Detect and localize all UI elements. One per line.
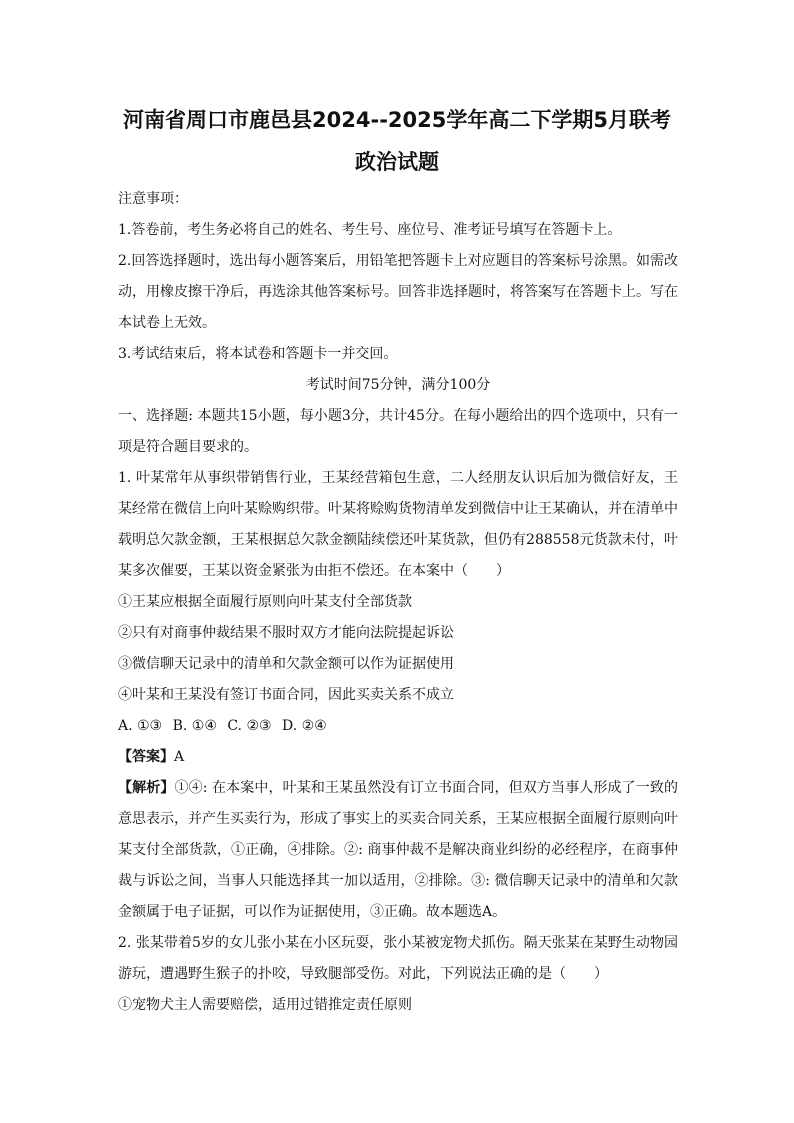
question-1-statement-3: ③微信聊天记录中的清单和欠款金额可以作为证据使用 (118, 656, 454, 672)
analysis-text: ①④: 在本案中，叶某和王某虽然没有订立书面合同，但双方当事人形成了一致的意思表示，并产生买卖行为，形成了事实上的买卖合同关系，王某应根据全面履行原则向叶某支付全部货款，①正确，④排除。②: 商事仲裁不是解决商业纠纷的必经程序，在商事仲裁与诉讼之间，当事人只能选择其一加以适用，②排除。③: 微信聊天记录中的清单和欠款金额属于电子证据，可以作为证据使用，③正确。故本题选A。 (118, 780, 678, 920)
exam-info: 考试时间75分钟，满分100分 (305, 377, 491, 393)
question-1-analysis (118, 773, 678, 928)
option-d: D. ②④ (282, 718, 327, 734)
question-1-statement-2: ②只有对商事仲裁结果不服时双方才能向法院提起诉讼 (118, 625, 454, 641)
exam-body (118, 184, 678, 1021)
answer-label: 【答案】 (118, 749, 174, 765)
option-c: C. ②③ (227, 718, 272, 734)
answer-value: A (174, 749, 185, 765)
notice-heading: 注意事项： (118, 191, 188, 207)
question-1-statement-1: ①王某应根据全面履行原则向叶某支付全部货款 (118, 594, 412, 610)
question-2-statement-1: ①宠物犬主人需要赔偿，适用过错推定责任原则 (118, 997, 412, 1013)
option-b: B. ①④ (172, 718, 217, 734)
question-1-stem: 1. 叶某常年从事织带销售行业，王某经营箱包生意，二人经朋友认识后加为微信好友，王某经常在微信上向叶某赊购织带。叶某将赊购货物清单发到微信中让王某确认，并在清单中载明总欠款金额，王某根据总欠款金额陆续偿还叶某货款，但仍有288558元货款未付，叶某多次催要，王某以资金紧张为由拒不偿还。在本案中（ ） (118, 470, 678, 579)
question-1-statement-4: ④叶某和王某没有签订书面合同，因此买卖关系不成立 (118, 687, 454, 703)
analysis-label: 【解析】 (118, 780, 175, 796)
question-1-options (118, 711, 678, 742)
question-2-stem: 2. 张某带着5岁的女儿张小某在小区玩耍，张小某被宠物犬抓伤。隔天张某在某野生动物园游玩，遭遇野生猴子的扑咬，导致腿部受伤。对此，下列说法正确的是（ ） (118, 935, 678, 982)
notice-item-1: 1.答卷前，考生务必将自己的姓名、考生号、座位号、准考证号填写在答题卡上。 (118, 222, 622, 238)
notice-item-3: 3.考试结束后，将本试卷和答题卡一并交回。 (118, 346, 398, 362)
question-1-answer (118, 742, 678, 773)
notice-item-2: 2.回答选择题时，选出每小题答案后，用铅笔把答题卡上对应题目的答案标号涂黑。如需改动，用橡皮擦干净后，再选涂其他答案标号。回答非选择题时，将答案写在答题卡上。写在本试卷上无效。 (118, 253, 678, 331)
exam-title: 河南省周口市鹿邑县2024--2025学年高二下学期5月联考 (123, 108, 671, 132)
option-a: A. ①③ (118, 718, 163, 734)
section-intro: 一、选择题: 本题共15小题，每小题3分，共计45分。在每小题给出的四个选项中，只有一项是符合题目要求的。 (118, 408, 678, 455)
exam-subject-title: 政治试题 (355, 150, 439, 174)
